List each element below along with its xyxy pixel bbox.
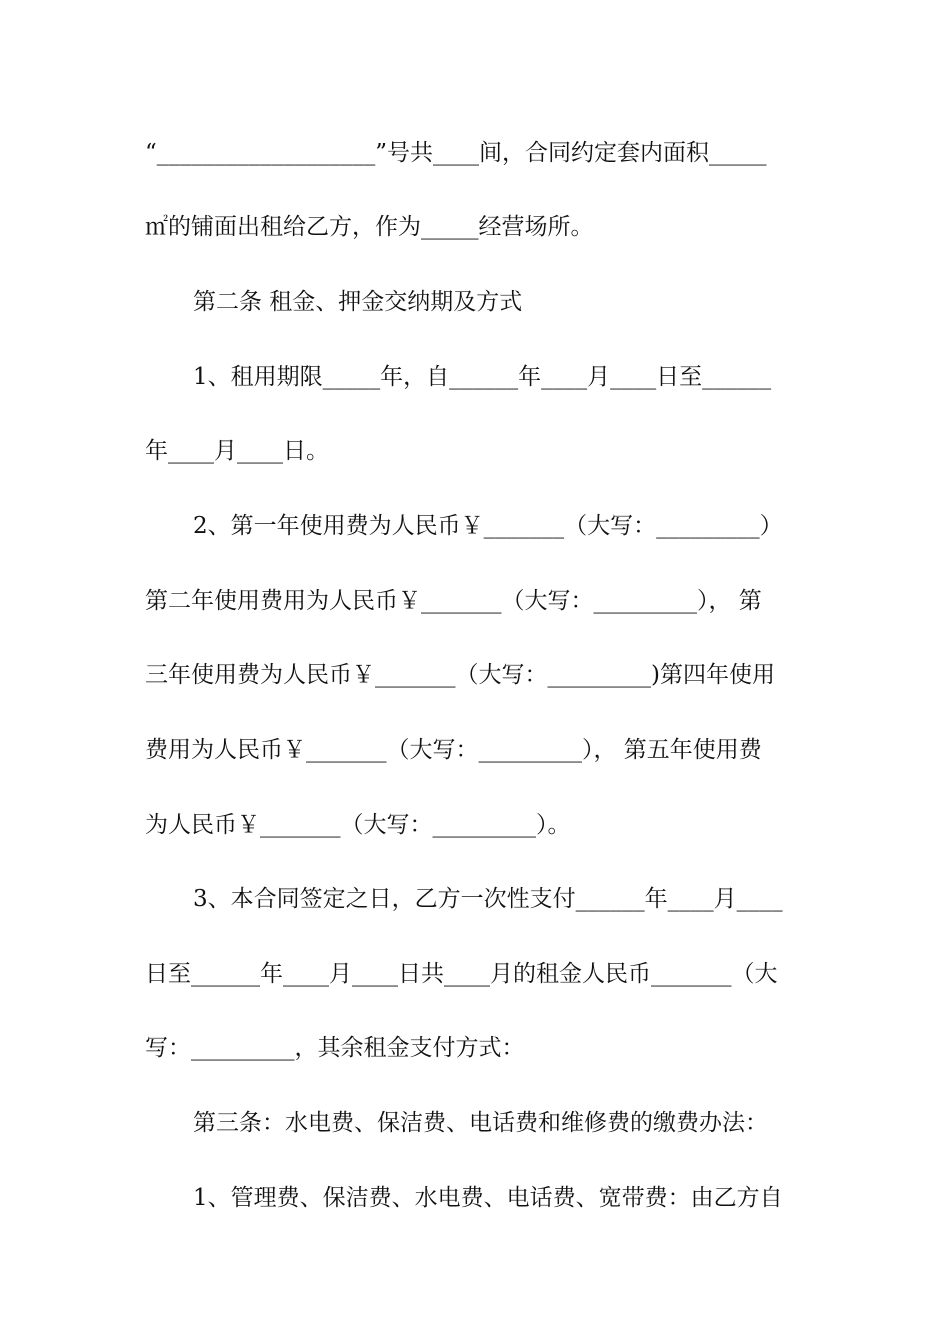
text-line: 1、租用期限_____年，自______年____月____日至______ — [193, 364, 772, 390]
text-line: 写：_________，其余租金支付方式： — [145, 1035, 525, 1061]
text-line: 第二年使用费用为人民币￥_______（大写：_________）， 第 — [145, 588, 762, 614]
text-line: “___________________”号共____间，合同约定套内面积_____ — [145, 140, 767, 166]
text-line: 费用为人民币￥_______（大写：_________）， 第五年使用费 — [145, 737, 762, 763]
section-heading: 第二条 租金、押金交纳期及方式 — [193, 289, 523, 315]
text-line: 1、管理费、保洁费、水电费、电话费、宽带费：由乙方自 — [193, 1185, 783, 1211]
text-line: 年____月____日。 — [145, 438, 329, 464]
text-line: 2、第一年使用费为人民币￥_______（大写：_________） — [193, 513, 783, 539]
text-line: ㎡的铺面出租给乙方，作为_____经营场所。 — [145, 214, 594, 240]
text-line: 日至______年____月____日共____月的租金人民币_______（大 — [145, 961, 778, 987]
text-line: 3、本合同签定之日，乙方一次性支付______年____月____ — [193, 886, 783, 912]
section-heading: 第三条：水电费、保洁费、电话费和维修费的缴费办法： — [193, 1110, 768, 1136]
text-line: 三年使用费为人民币￥_______（大写：_________)第四年使用 — [145, 662, 775, 688]
text-line: 为人民币￥_______（大写：_________）。 — [145, 812, 571, 838]
